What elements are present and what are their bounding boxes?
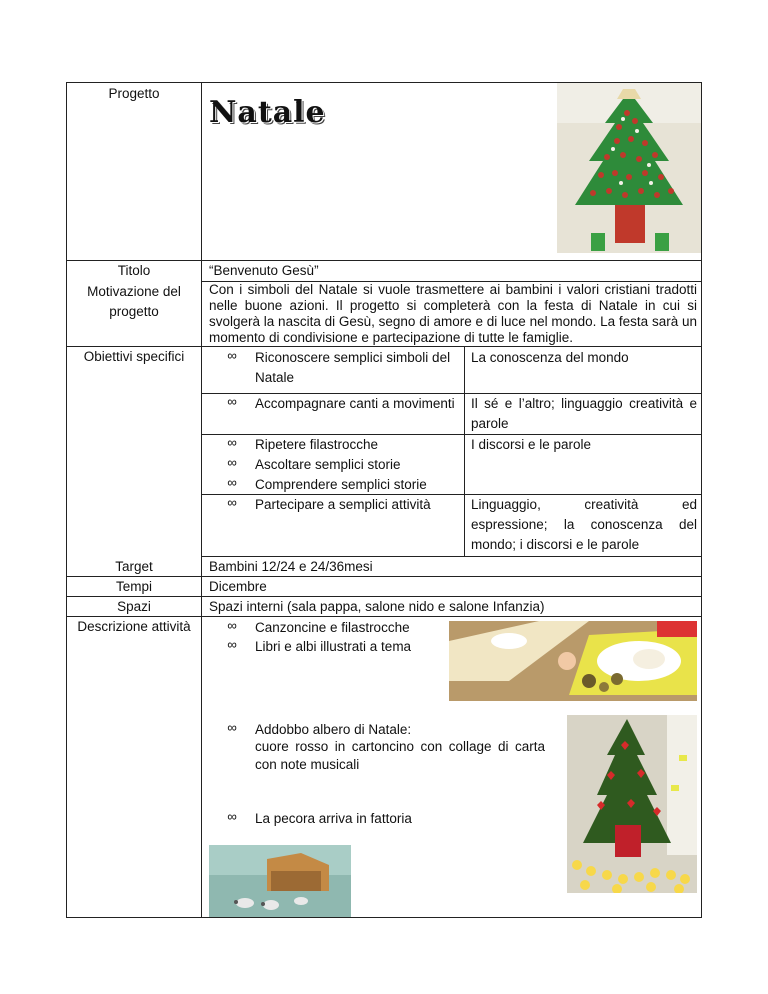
decorated-tree-photo — [567, 715, 697, 893]
objective-field: Linguaggio, creatività ed espressione; la conoscenza del mondo; i discorsi e le parole — [471, 497, 697, 552]
time-label: Tempi — [115, 579, 152, 594]
bullet-icon: ∞ — [227, 618, 237, 633]
farm-sheep-photo — [209, 845, 351, 917]
project-label: Progetto — [108, 86, 160, 101]
title-label: Titolo — [117, 263, 151, 278]
activity-item: Canzoncine e filastrocche — [255, 620, 410, 635]
project-title: Natale — [209, 95, 326, 130]
activity-item: Libri e albi illustrati a tema — [255, 639, 412, 654]
target-value: Bambini 12/24 e 24/36mesi — [209, 559, 373, 574]
activity-item: Addobbo albero di Natale: — [255, 722, 412, 737]
project-table — [66, 82, 702, 918]
spaces-value: Spazi interni (sala pappa, salone nido e salone Infanzia) — [209, 599, 545, 614]
bullet-icon: ∞ — [227, 637, 237, 652]
sheep-craft-photo — [449, 621, 697, 701]
bullet-icon: ∞ — [227, 435, 237, 450]
column-divider — [201, 83, 202, 917]
time-value: Dicembre — [209, 579, 267, 594]
objective-item: Riconoscere semplici simboli del Natale — [255, 350, 451, 385]
activities-label: Descrizione attività — [77, 619, 191, 634]
motivation-label-1: Motivazione del — [87, 284, 181, 299]
objectives-label: Obiettivi specifici — [83, 349, 185, 364]
bullet-icon: ∞ — [227, 720, 237, 735]
motivation-text: Con i simboli del Natale si vuole trasmettere ai bambini i valori cristiani tradotti nelle buone azioni. Il progetto si completerà con la festa di Natale in cui si svolgerà la nascita di Gesù, segno di amore e di luce nel mondo. La festa sarà un momento di condivisione e partecipazione di tutte le famiglie. — [209, 282, 697, 345]
objective-item: Comprendere semplici storie — [255, 477, 427, 492]
activity-description: cuore rosso in cartoncino con collage di carta con note musicali — [255, 739, 545, 772]
activity-item: La pecora arriva in fattoria — [255, 811, 412, 826]
bullet-icon: ∞ — [227, 809, 237, 824]
objective-item: Partecipare a semplici attività — [255, 497, 431, 512]
objectives-divider — [464, 346, 465, 556]
objective-item: Ascoltare semplici storie — [255, 457, 401, 472]
title-value: “Benvenuto Gesù” — [209, 263, 319, 278]
bullet-icon: ∞ — [227, 348, 237, 363]
christmas-tree-craft-photo — [557, 83, 701, 253]
objective-field: Il sé e l’altro; linguaggio creatività e parole — [471, 396, 697, 431]
objective-field: La conoscenza del mondo — [471, 350, 629, 365]
target-label: Target — [115, 559, 153, 574]
bullet-icon: ∞ — [227, 495, 237, 510]
bullet-icon: ∞ — [227, 475, 237, 490]
objective-item: Accompagnare canti a movimenti — [255, 396, 455, 411]
bullet-icon: ∞ — [227, 394, 237, 409]
spaces-label: Spazi — [117, 599, 151, 614]
objective-field: I discorsi e le parole — [471, 437, 592, 452]
objective-item: Ripetere filastrocche — [255, 437, 379, 452]
bullet-icon: ∞ — [227, 455, 237, 470]
motivation-label-2: progetto — [109, 304, 159, 319]
